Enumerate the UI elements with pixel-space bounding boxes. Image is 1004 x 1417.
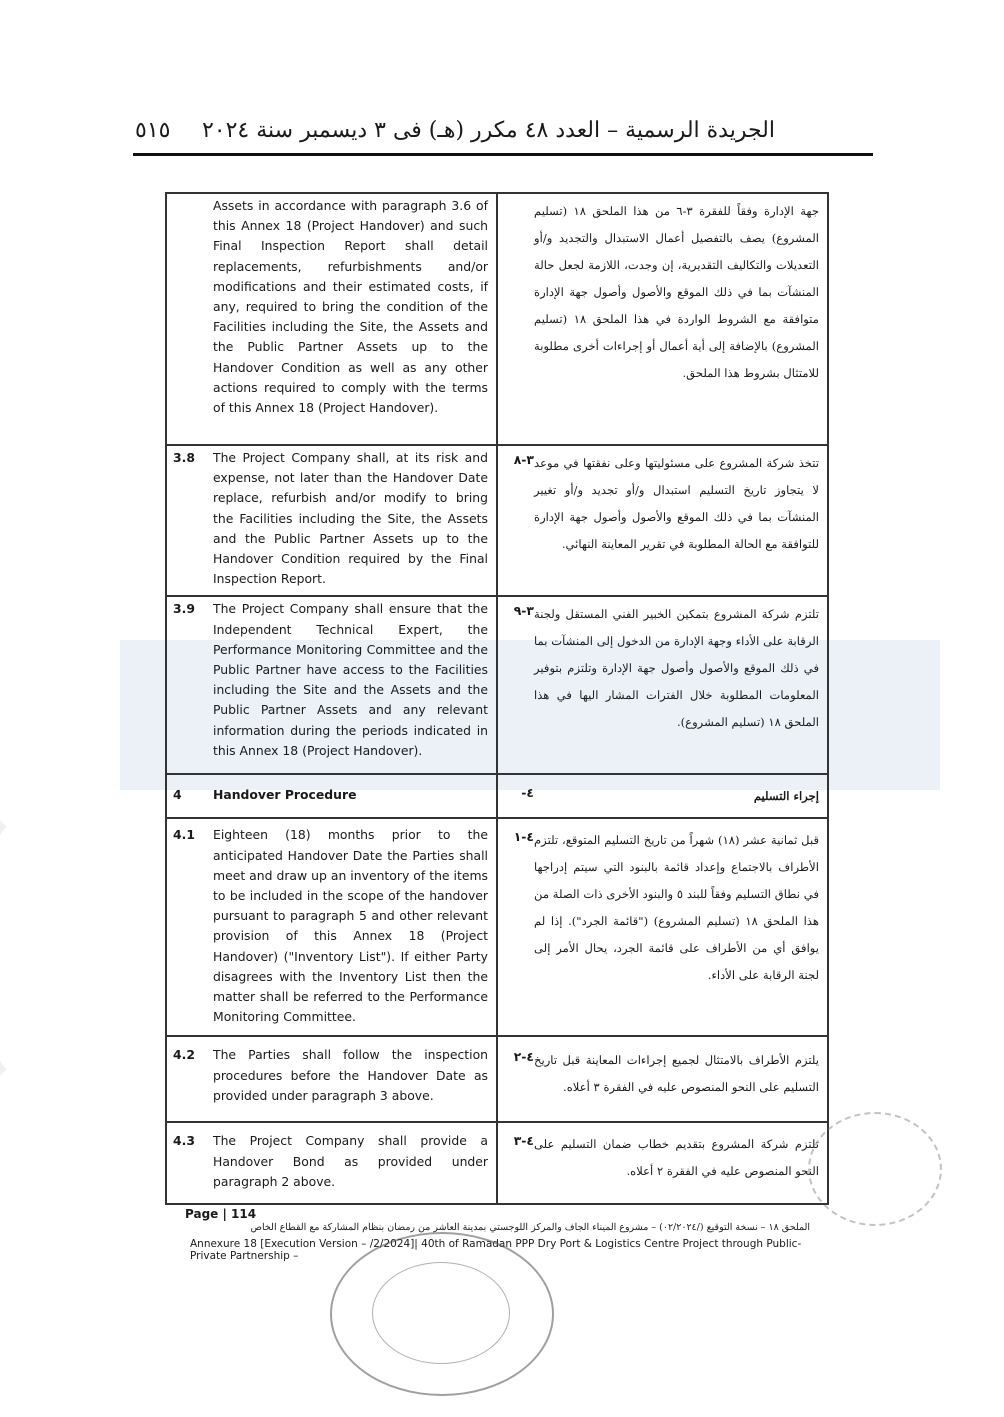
table-row — [166, 596, 828, 774]
arabic-cell — [497, 1036, 828, 1122]
clause-number — [173, 196, 213, 418]
clause-number-ar: ٤-٢ — [513, 1049, 534, 1065]
clause-number: 3.8 — [173, 450, 195, 465]
page-number: ٥١٥ — [135, 118, 171, 143]
clause-number: 3.9 — [173, 601, 195, 617]
clause-text: Assets in accordance with paragraph 3.6 of this Annex 18 (Project Handover) and such Final Inspection Report shall detail replacements, refurbishments and/or modifications and their estimated costs, if any, required to bring the condition of the Facilities including the Site, the Assets and the Public Partner Assets up to the Handover Condition as well as any other actions required to comply with the terms of this Annex 18 (Project Handover). — [213, 198, 488, 416]
table-row — [166, 445, 828, 596]
arabic-cell — [497, 774, 828, 818]
table-row — [166, 193, 828, 445]
clause-text-ar: جهة الإدارة وفقاً للفقرة ٣-٦ من هذا الملحق ١٨ (تسليم المشروع) يصف بالتفصيل أعمال الاستبدال والتجديد و/أو التعديلات والتكاليف التقديرية، إن وجدت، اللازمة لجعل حالة المنشآت بما في ذلك الموقع والأصول وأصول جهة الإدارة متوافقة مع الشروط الواردة في هذا الملحق ١٨ (تسليم المشروع) بالإضافة إلى أية أعمال أو إجراءات أخرى مطلوبة للامتثال بشروط هذا الملحق. — [534, 204, 819, 380]
header-divider — [133, 153, 873, 156]
clause-text: The Project Company shall provide a Handover Bond as provided under paragraph 2 above. — [213, 1133, 488, 1189]
section-heading: Handover Procedure — [213, 787, 357, 803]
clause-text-ar: يلتزم الأطراف بالامتثال لجميع إجراءات المعاينة قبل تاريخ التسليم على النحو المنصوص عليه في الفقرة ٣ أعلاه. — [534, 1053, 819, 1095]
clause-text-ar: تلتزم شركة المشروع بتمكين الخبير الفني المستقل ولجنة الرقابة على الأداء وجهة الإدارة من الدخول إلى المنشآت بما في ذلك الموقع والأصول وأصول جهة الإدارة وتلتزم بتوفير المعلومات المطلوبة خلال الفترات المشار اليها في هذا الملحق ١٨ (تسليم المشروع). — [534, 607, 819, 730]
clause-number-ar: ٣-٨ — [513, 452, 534, 467]
arabic-cell — [497, 193, 828, 445]
clause-text-ar: تتخذ شركة المشروع على مسئوليتها وعلى نفقتها في موعد لا يتجاوز تاريخ التسليم استبدال و/أو تجديد و/أو تغيير المنشآت بما في ذلك الموقع والأصول وأصول جهة الإدارة للتوافقة مع الحالة المطلوبة في تقرير المعاينة النهائي. — [534, 456, 819, 551]
arabic-cell — [497, 445, 828, 596]
section-heading-ar: إجراء التسليم — [753, 789, 819, 804]
english-cell — [166, 193, 497, 445]
footer-page-label: Page | 114 — [185, 1207, 257, 1221]
clause-number: 4.3 — [173, 1133, 195, 1149]
stamp-seal-right — [808, 1112, 942, 1226]
english-cell — [166, 445, 497, 596]
clause-number: 4.1 — [173, 827, 195, 843]
arabic-cell — [497, 596, 828, 774]
english-cell — [166, 818, 497, 1036]
english-cell — [166, 596, 497, 774]
clause-number-ar — [504, 198, 534, 387]
clause-text: Eighteen (18) months prior to the anticipated Handover Date the Parties shall meet and draw up an inventory of the items to be included in the scope of the handover pursuant to paragraph 5 and other relevant provision of this Annex 18 (Project Handover) ("Inventory List"). If either Party disagrees with the Inventory List then the matter shall be referred to the Performance Monitoring Committee. — [213, 827, 488, 1025]
bilingual-table — [165, 192, 829, 1205]
clause-number-ar: ٤- — [521, 785, 534, 801]
english-cell — [166, 774, 497, 818]
clause-number: 4.2 — [173, 1047, 195, 1063]
footer-annexure-line: Annexure 18 [Execution Version – /2/2024]| 40th of Ramadan PPP Dry Port & Logistics Centre Project through Public-Private Partnership – — [190, 1238, 802, 1262]
clause-number-ar: ٤-٣ — [513, 1133, 534, 1149]
clause-text: The Project Company shall ensure that the Independent Technical Expert, the Performance Monitoring Committee and the Public Partner have access to the Facilities including the Site and the Assets and the Public Partner Assets and any relevant information during the periods indicated in this Annex 18 (Project Handover). — [213, 601, 488, 758]
clause-number: 4 — [173, 787, 182, 803]
english-cell — [166, 1122, 497, 1204]
table-row — [166, 1036, 828, 1122]
table-row — [166, 818, 828, 1036]
clause-number-ar: ٤-١ — [513, 829, 534, 845]
arabic-cell — [497, 818, 828, 1036]
clause-text-ar: قبل ثمانية عشر (١٨) شهراً من تاريخ التسليم المتوقع، تلتزم الأطراف بالاجتماع وإعداد قائمة بالبنود التي سيتم إدراجها في نطاق التسليم وفقاً للبند ٥ والبنود الأخرى ذات الصلة من هذا الملحق ١٨ (تسليم المشروع) ("قائمة الجرد"). إذا لم يوافق أي من الأطراف على قائمة الجرد، يحال الأمر إلى لجنة الرقابة على الأداء. — [534, 833, 819, 983]
clause-number-ar: ٣-٩ — [513, 603, 534, 619]
arabic-cell — [497, 1122, 828, 1204]
english-cell — [166, 1036, 497, 1122]
clause-text: The Parties shall follow the inspection procedures before the Handover Date as provided under paragraph 3 above. — [213, 1047, 488, 1103]
gazette-title: الجريدة الرسمية – العدد ٤٨ مكرر (هـ) فى ٣ ديسمبر سنة ٢٠٢٤ — [201, 118, 775, 143]
clause-text-ar: تلتزم شركة المشروع بتقديم خطاب ضمان التسليم على النحو المنصوص عليه في الفقرة ٢ أعلاه. — [534, 1137, 819, 1179]
table-row — [166, 774, 828, 818]
clause-text: The Project Company shall, at its risk and expense, not later than the Handover Date replace, refurbish and/or modify to bring the Facilities including the Site, the Assets and the Public Partner Assets up to the Handover Condition required by the Final Inspection Report. — [213, 450, 488, 587]
footer-arabic-line: الملحق ١٨ – نسخة التوقيع (/٠٢/٢٠٢٤) – مشروع الميناء الجاف والمركز اللوجستي بمدينة العاشر من رمضان بنظام المشاركة مع القطاع الخاص — [250, 1222, 810, 1233]
official-seal-emblem — [372, 1262, 510, 1364]
table-row — [166, 1122, 828, 1204]
